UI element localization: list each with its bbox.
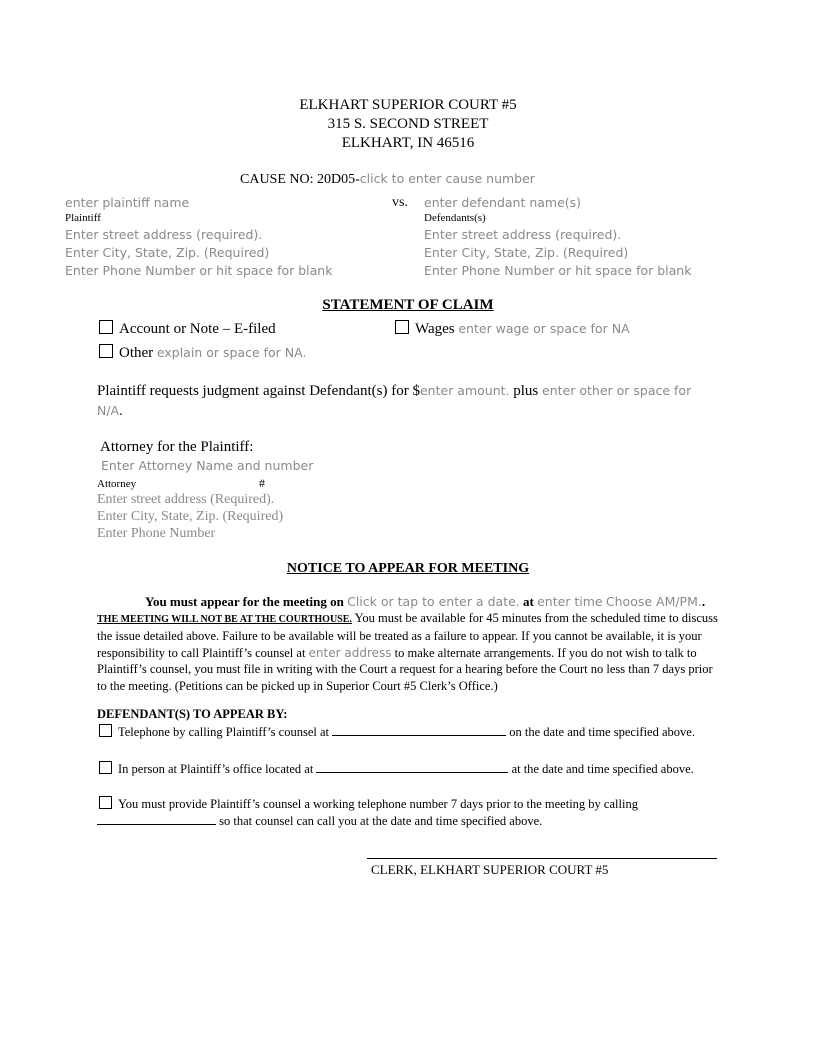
plaintiff-name-field[interactable]: enter plaintiff name [65, 195, 190, 210]
telephone-option[interactable] [99, 724, 695, 740]
defendant-street-field[interactable]: Enter street address (required). [424, 227, 622, 242]
judgment-text: Plaintiff requests judgment against Defendant(s) for $ [97, 383, 420, 399]
at-label: at [522, 594, 534, 609]
notice-body-2: to make alternate arrangements. If you do not wish to talk to Plaintiff’s counsel, you must file in writing with the Court a request for a hearing before the Court no less than 7 days prior to the meeting. (Petitions can be picked up in Superior Court #5 Clerk’s Office.) [97, 645, 713, 693]
inperson-option[interactable] [99, 761, 694, 777]
account-checkbox[interactable] [99, 320, 113, 334]
courthouse-warning: THE MEETING WILL NOT BE AT THE COURTHOUSE. [97, 614, 352, 625]
alternate-address-field[interactable]: enter address [308, 645, 392, 660]
provide-checkbox[interactable] [99, 796, 112, 809]
judgment-line-2 [97, 403, 123, 420]
plaintiff-label: Plaintiff [65, 212, 101, 224]
meeting-period: . [701, 594, 706, 609]
account-option[interactable] [99, 320, 276, 338]
wages-field[interactable]: enter wage or space for NA [458, 321, 630, 336]
provide-blank[interactable] [97, 814, 216, 825]
other-label: Other [119, 345, 154, 361]
clerk-label: CLERK, ELKHART SUPERIOR COURT #5 [371, 862, 609, 877]
attorney-phone-field[interactable]: Enter Phone Number [97, 526, 216, 541]
defendant-phone-field[interactable]: Enter Phone Number or hit space for blank [424, 263, 692, 278]
appear-text: You must appear for the meeting on [145, 594, 344, 609]
other-amount-field-cont[interactable]: N/A [97, 403, 120, 418]
attorney-heading: Attorney for the Plaintiff: [100, 439, 254, 455]
defendant-name-field[interactable]: enter defendant name(s) [424, 195, 582, 210]
plaintiff-phone-field[interactable]: Enter Phone Number or hit space for blank [65, 263, 333, 278]
inperson-text-b: at the date and time specified above. [511, 762, 694, 776]
telephone-blank[interactable] [332, 725, 506, 736]
court-name: ELKHART SUPERIOR COURT #5 [299, 97, 517, 113]
notice-paragraph [97, 610, 721, 694]
court-city: ELKHART, IN 46516 [341, 135, 475, 151]
wages-checkbox[interactable] [395, 320, 409, 334]
judgment-period: . [119, 404, 123, 419]
versus-label: vs. [392, 195, 408, 210]
court-street: 315 S. SECOND STREET [327, 116, 489, 132]
plaintiff-city-field[interactable]: Enter City, State, Zip. (Required) [65, 245, 270, 260]
provide-option[interactable] [99, 796, 638, 812]
other-checkbox[interactable] [99, 344, 113, 358]
cause-number-label: CAUSE NO: 20D05- [240, 172, 360, 187]
provide-text-b: so that counsel can call you at the date and time specified above. [219, 814, 543, 828]
statement-of-claim-title: STATEMENT OF CLAIM [322, 297, 494, 313]
ampm-select[interactable]: Choose AM/PM. [605, 594, 702, 609]
appear-by-heading: DEFENDANT(S) TO APPEAR BY: [97, 707, 288, 721]
plaintiff-street-field[interactable]: Enter street address (required). [65, 227, 263, 242]
meeting-date-field[interactable]: Click or tap to enter a date. [347, 594, 520, 609]
plus-label: plus [513, 383, 539, 399]
inperson-checkbox[interactable] [99, 761, 112, 774]
meeting-time-field[interactable]: enter time [537, 594, 603, 609]
cause-number-line [240, 171, 535, 188]
amount-field[interactable]: enter amount. [419, 383, 510, 398]
defendant-city-field[interactable]: Enter City, State, Zip. (Required) [424, 245, 629, 260]
clerk-signature-line [367, 858, 717, 859]
telephone-text-a: Telephone by calling Plaintiff’s counsel at [118, 725, 329, 739]
provide-line-2 [97, 814, 542, 829]
attorney-city-field[interactable]: Enter City, State, Zip. (Required) [97, 509, 284, 524]
cause-number-field[interactable]: click to enter cause number [359, 171, 535, 186]
attorney-name-field[interactable]: Enter Attorney Name and number [101, 458, 314, 473]
other-field[interactable]: explain or space for NA. [156, 345, 307, 360]
attorney-label: Attorney [97, 478, 137, 490]
notice-title: NOTICE TO APPEAR FOR MEETING [286, 561, 530, 576]
other-amount-field[interactable]: enter other or space for [542, 383, 692, 398]
inperson-blank[interactable] [316, 762, 508, 773]
meeting-line [145, 594, 705, 610]
attorney-street-field[interactable]: Enter street address (Required). [97, 492, 275, 507]
judgment-line [97, 383, 691, 400]
defendant-label: Defendants(s) [424, 212, 486, 224]
notice-body-1: You must be available for 45 minutes from the scheduled time to discuss the issue detailed above. Failure to be available will be treated as a failure to appear. If you cannot be available, it is your responsibility to call Plaintiff’s counsel at [97, 611, 718, 660]
wages-label: Wages [415, 321, 455, 337]
wages-option[interactable] [395, 320, 630, 338]
account-label: Account or Note – E-filed [119, 321, 276, 337]
attorney-number-label: # [259, 476, 265, 490]
inperson-text-a: In person at Plaintiff’s office located at [118, 762, 314, 776]
telephone-checkbox[interactable] [99, 724, 112, 737]
provide-text-a: You must provide Plaintiff’s counsel a working telephone number 7 days prior to the meeting by calling [118, 797, 638, 811]
telephone-text-b: on the date and time specified above. [509, 725, 695, 739]
other-option[interactable] [99, 344, 306, 362]
